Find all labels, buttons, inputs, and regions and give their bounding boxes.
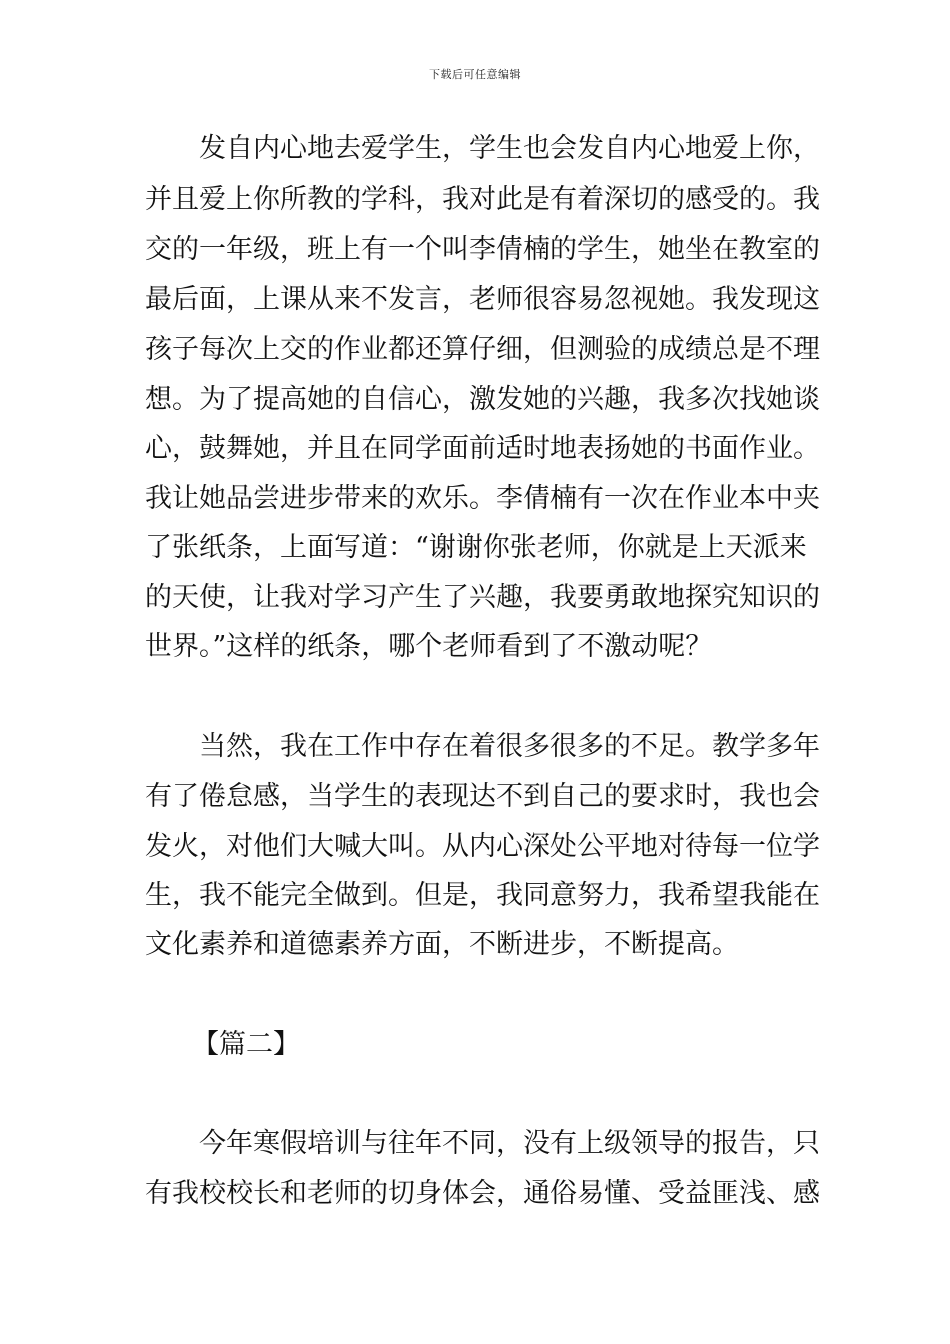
paragraph-line: 想。为了提高她的自信心，激发她的兴趣，我多次找她谈	[145, 384, 820, 415]
paragraph-line: 孩子每次上交的作业都还算仔细，但测验的成绩总是不理	[145, 334, 820, 365]
paragraph-line: 当然，我在工作中存在着很多很多的不足。教学多年	[199, 731, 820, 762]
paragraph-line: 生，我不能完全做到。但是，我同意努力，我希望我能在	[145, 880, 820, 911]
paragraph-line: 的天使，让我对学习产生了兴趣，我要勇敢地探究知识的	[145, 582, 820, 613]
paragraph-line: 并且爱上你所教的学科，我对此是有着深切的感受的。我	[145, 184, 820, 215]
paragraph-line: 文化素养和道德素养方面，不断进步，不断提高。	[145, 929, 739, 960]
paragraph-line: 世界。”这样的纸条，哪个老师看到了不激动呢？	[145, 631, 713, 662]
paragraph-line: 交的一年级，班上有一个叫李倩楠的学生，她坐在教室的	[145, 234, 820, 265]
paragraph-line: 了张纸条，上面写道：“谢谢你张老师，你就是上天派来	[145, 532, 807, 563]
paragraph-line: 我让她品尝进步带来的欢乐。李倩楠有一次在作业本中夹	[145, 483, 820, 514]
header-note: 下载后可任意编辑	[429, 68, 521, 81]
section-heading: 【篇二】	[192, 1029, 300, 1060]
paragraph-line: 最后面，上课从来不发言，老师很容易忽视她。我发现这	[145, 284, 820, 315]
paragraph-line: 有了倦怠感，当学生的表现达不到自己的要求时，我也会	[145, 781, 820, 812]
paragraph-line: 心，鼓舞她，并且在同学面前适时地表扬她的书面作业。	[145, 433, 820, 464]
paragraph-line: 发火，对他们大喊大叫。从内心深处公平地对待每一位学	[145, 831, 820, 862]
paragraph-line: 发自内心地去爱学生，学生也会发自内心地爱上你，	[199, 133, 820, 164]
paragraph-line: 今年寒假培训与往年不同，没有上级领导的报告，只	[199, 1128, 820, 1159]
paragraph-line: 有我校校长和老师的切身体会，通俗易懂、受益匪浅、感	[145, 1178, 820, 1209]
